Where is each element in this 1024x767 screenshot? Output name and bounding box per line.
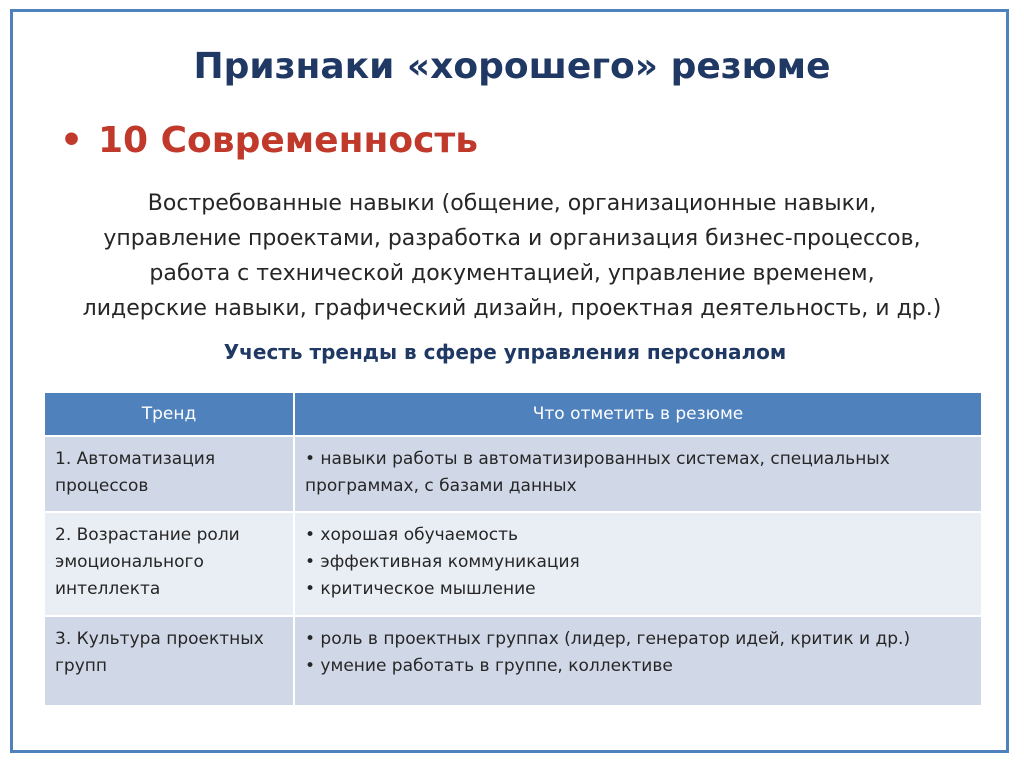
table-row <box>44 512 982 616</box>
paragraph-line: Востребованные навыки (общение, организационные навыки, <box>147 191 877 216</box>
table-row <box>44 436 982 512</box>
skills-paragraph <box>30 186 994 326</box>
table-subheading: Учесть тренды в сфере управления персоналом <box>223 340 787 364</box>
paragraph-line: лидерские навыки, графический дизайн, проектная деятельность, и др.) <box>82 296 942 321</box>
table-header-row <box>44 392 982 436</box>
bullet-heading-text: 10 Современность <box>98 120 479 161</box>
table-row <box>44 616 982 706</box>
bullet-heading <box>60 120 478 161</box>
header-trend: Тренд <box>44 392 294 436</box>
note-cell <box>294 512 982 616</box>
note-cell <box>294 436 982 512</box>
slide-title: Признаки «хорошего» резюме <box>193 46 831 87</box>
note-item: • роль в проектных группах (лидер, генератор идей, критик и др.) <box>305 629 911 649</box>
paragraph-line: работа с технической документацией, управление временем, <box>149 261 875 286</box>
trend-cell: 1. Автоматизация процессов <box>44 436 294 512</box>
trend-cell: 2. Возрастание роли эмоционального интеллекта <box>44 512 294 616</box>
paragraph-line: управление проектами, разработка и организация бизнес-процессов, <box>103 226 921 251</box>
note-item: • навыки работы в автоматизированных системах, специальных программах, с базами данных <box>305 449 890 496</box>
note-item: • эффективная коммуникация <box>305 552 580 572</box>
note-item: • критическое мышление <box>305 579 536 599</box>
bullet-dot-icon: • <box>60 120 84 161</box>
note-item: • умение работать в группе, коллективе <box>305 656 673 676</box>
trends-table <box>43 391 983 707</box>
header-what-to-note: Что отметить в резюме <box>294 392 982 436</box>
note-cell <box>294 616 982 706</box>
note-item: • хорошая обучаемость <box>305 525 519 545</box>
trend-cell: 3. Культура проектных групп <box>44 616 294 706</box>
